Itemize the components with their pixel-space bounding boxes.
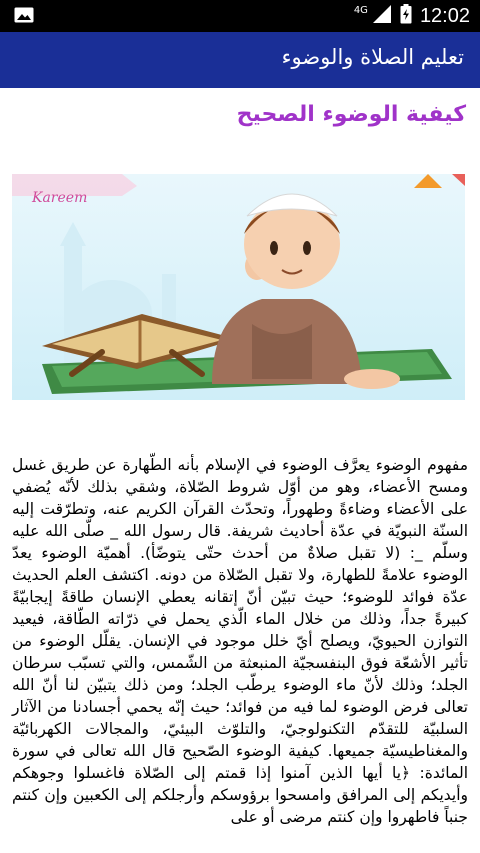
app-title: تعليم الصلاة والوضوء [281,45,464,69]
image-notification-icon [14,7,34,23]
kareem-caption: Kareem [32,190,88,206]
article-scroll-view[interactable] [0,88,480,853]
status-clock: 12:02 [419,4,470,27]
app-bar [0,32,480,88]
article-body: مفهوم الوضوء يعرَّف الوضوء في الإسلام بأنه الطّهارة عن طريق غسل ومسح الأعضاء، وهو من أوّل شروط الصّلاة، وشقي بذلك لأنّه يُضفي على الأعضاء وضاءةً وطهوراً، وتحدّث القرآن الكريم عنه، وتطرّقت إليه السنّة النبويّة في عدّة أحاديث شريفة. قال رسول الله _ صلّى الله عليه وسلّم _: (لا تقبل صلاةٌ من أحدث حتّى يتوضّأ). أهميّة الوضوء يعدّ الوضوء علامةً للطهارة، ولا تقبل الصّلاة من دونه. اكتشف العلم الحديث عدّة فوائد للوضوء؛ حيث تبيّن أنّ إتقانه يعطي الإنسان طاقةً إيجابيّةً كبيرةً جداً، وذلك من خلال الماء الّذي يحمل في ذرّاته الطّاقة، فيعيد التوازن الحيويّ، ويصلح أيّ خلل موجود في الإنسان. يقلّل الوضوء من تأثير الأشعّة فوق البنفسجيّة المنبعثة من الشّمس، والتي تسبّب سرطان الجلد؛ وذلك لأنّ ماء الوضوء يرطّب الجلد؛ ومن ذلك يتبيّن لنا أنّ الله تعالى فرض الوضوء لما فيه من فوائد؛ حيث إنّه يحمي أجسادنا من الآثار السلبيّة للتقدّم التكنولوجيّ، والتلوّث البيئيّ، والمجالات الكهربائيّة والمغناطيسيّة جميعها. كيفية الوضوء الصّحيح قال الله تعالى في سورة المائدة: ﴿يا أيها الذين آمنوا إذا قمتم إلى الصّلاة فاغسلوا وجوهكم وأيديكم إلى المرافق وامسحوا برؤوسكم وأرجلكم إلى الكعبين وإن كنتم جنباً فاطهروا وإن كنتم مرضى أو على [12,456,468,826]
network-type-label: 4G [353,4,368,16]
battery-charging-icon [400,4,412,28]
signal-icon [372,4,392,28]
boy-praying-illustration [12,174,465,400]
page-heading: كيفية الوضوء الصحيح [236,102,466,127]
status-bar [0,0,480,32]
